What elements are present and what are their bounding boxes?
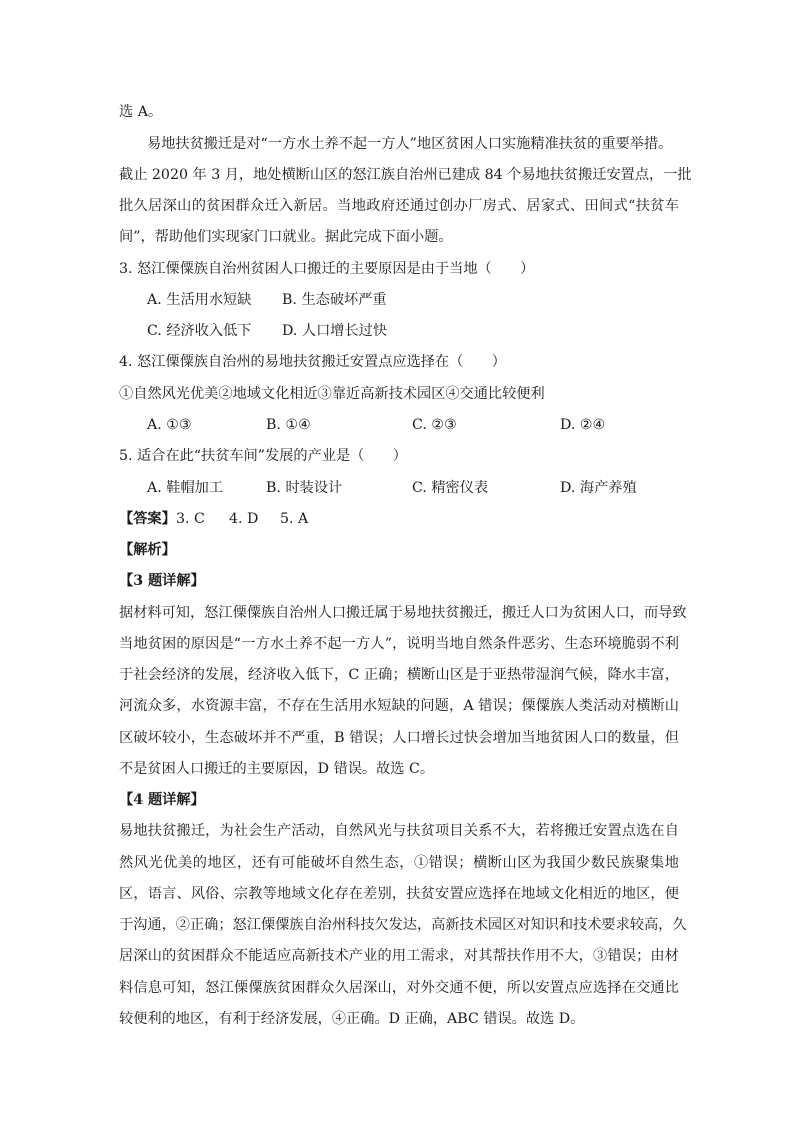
question-3-stem: 3. 怒江傈僳族自治州贫困人口搬迁的主要原因是由于当地（ ） — [119, 261, 535, 277]
text-line: 选 A。 — [119, 104, 163, 120]
detail-3-line: 河流众多，水资源丰富，不存在生活用水短缺的问题，A 错误；傈僳族人类活动对横断山 — [119, 698, 679, 714]
q4-option-a: A. ①③ — [147, 417, 192, 433]
detail-3-line: 于社会经济的发展，经济收入低下，C 正确；横断山区是于亚热带湿润气候，降水丰富， — [119, 667, 679, 683]
q4-option-d: D. ②④ — [560, 417, 606, 433]
detail-3-line: 据材料可知，怒江傈僳族自治州人口搬迁属于易地扶贫搬迁，搬迁人口为贫困人口，而导致 — [119, 605, 687, 621]
q3-option-a: A. 生活用水短缺 — [147, 292, 252, 308]
detail-4-line: 然风光优美的地区，还有可能破坏自然生态，①错误；横断山区为我国少数民族聚集地 — [119, 855, 679, 871]
q5-option-d: D. 海产养殖 — [560, 480, 637, 496]
detail-4-line: 易地扶贫搬迁，为社会生产活动，自然风光与扶贫项目关系不大，若将搬迁安置点选在自 — [119, 823, 679, 839]
detail-4-label: 【4 题详解】 — [119, 792, 205, 808]
q4-option-b: B. ①④ — [266, 417, 311, 433]
detail-4-line: 居深山的贫困群众不能适应高新技术产业的用工需求，对其帮扶作用不大，③错误；由材 — [119, 948, 679, 964]
answer-item: 5. A — [280, 511, 309, 527]
q3-option-c: C. 经济收入低下 — [147, 323, 252, 339]
paragraph-line: 截止 2020 年 3 月，地处横断山区的怒江族自治州已建成 84 个易地扶贫搬迁安置点，一批 — [119, 167, 692, 183]
detail-4-line: 较便利的地区，有利于经济发展，④正确。D 正确，ABC 错误。故选 D。 — [119, 1011, 585, 1027]
detail-3-label: 【3 题详解】 — [119, 573, 205, 589]
detail-4-line: 料信息可知，怒江傈僳族贫困群众久居深山，对外交通不便，所以安置点应选择在交通比 — [119, 980, 679, 996]
q5-option-b: B. 时装设计 — [266, 480, 343, 496]
analysis-label: 【解析】 — [119, 542, 176, 558]
q4-option-c: C. ②③ — [412, 417, 457, 433]
question-4-stem: 4. 怒江傈僳族自治州的易地扶贫搬迁安置点应选择在（ ） — [119, 354, 506, 370]
detail-4-line: 于沟通，②正确；怒江傈僳族自治州科技欠发达，高新技术园区对知识和技术要求较高，久 — [119, 917, 687, 933]
detail-4-line: 区，语言、风俗、宗教等地域文化存在差别，扶贫安置应选择在地域文化相近的地区，便 — [119, 886, 679, 902]
paragraph-line: 间”，帮助他们实现家门口就业。据此完成下面小题。 — [119, 229, 453, 245]
answer-item: 3. C — [176, 511, 205, 527]
answer-item: 4. D — [229, 511, 259, 527]
question-5-stem: 5. 适合在此“扶贫车间”发展的产业是（ ） — [119, 448, 407, 464]
q5-option-a: A. 鞋帽加工 — [147, 480, 224, 496]
detail-3-line: 不是贫困人口搬迁的主要原因，D 错误。故选 C。 — [119, 761, 435, 777]
paragraph-line: 批久居深山的贫困群众迁入新居。当地政府还通过创办厂房式、居家式、田间式“扶贫车 — [119, 198, 679, 214]
detail-3-line: 当地贫困的原因是“一方水土养不起一方人”，说明当地自然条件恶劣、生态环境脆弱不利 — [119, 636, 679, 652]
answer-label: 【答案】 — [119, 511, 176, 527]
q5-option-c: C. 精密仪表 — [412, 480, 489, 496]
question-4-choices: ①自然风光优美②地域文化相近③靠近高新技术园区④交通比较便利 — [119, 386, 545, 402]
paragraph-line: 易地扶贫搬迁是对“一方水土养不起一方人”地区贫困人口实施精准扶贫的重要举措。 — [147, 136, 673, 152]
detail-3-line: 区破坏较小，生态破坏并不严重，B 错误；人口增长过快会增加当地贫困人口的数量，但 — [119, 730, 679, 746]
q3-option-b: B. 生态破坏严重 — [282, 292, 387, 308]
q3-option-d: D. 人口增长过快 — [282, 323, 388, 339]
